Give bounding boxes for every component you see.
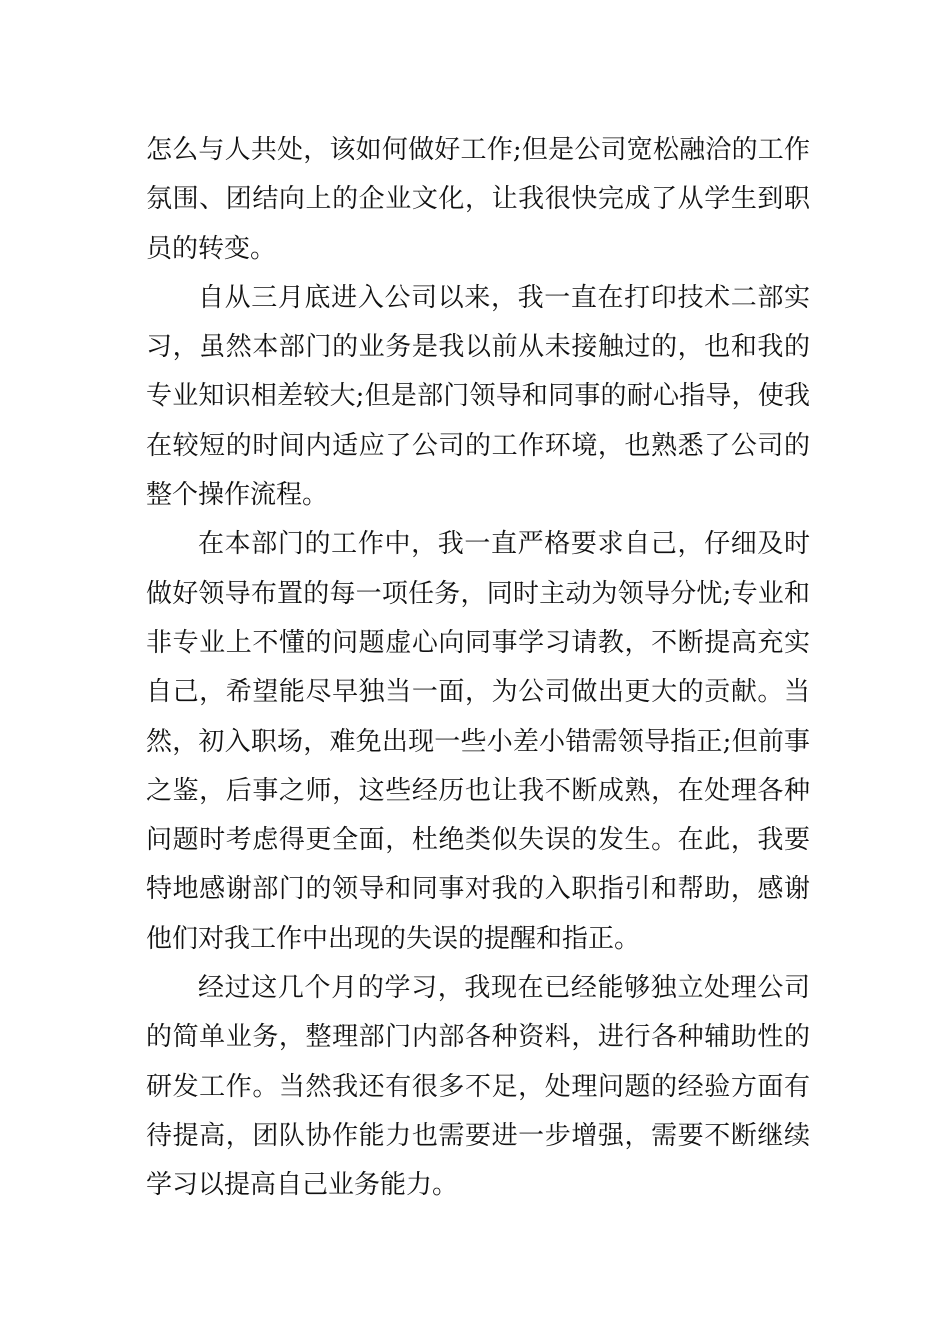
body-text	[146, 126, 810, 1211]
paragraph-continuation: 怎么与人共处，该如何做好工作;但是公司宽松融洽的工作氛围、团结向上的企业文化，让我很快完成了从学生到职员的转变。	[146, 135, 810, 264]
paragraph-work-attitude: 在本部门的工作中，我一直严格要求自己，仔细及时做好领导布置的每一项任务，同时主动为领导分忧;专业和非专业上不懂的问题虚心向同事学习请教，不断提高充实自己，希望能尽早独当一面，为公司做出更大的贡献。当然，初入职场，难免出现一些小差小错需领导指正;但前事之鉴，后事之师，这些经历也让我不断成熟，在处理各种问题时考虑得更全面，杜绝类似失误的发生。在此，我要特地感谢部门的领导和同事对我的入职指引和帮助，感谢他们对我工作中出现的失误的提醒和指正。	[146, 529, 810, 954]
paragraph-progress-summary: 经过这几个月的学习，我现在已经能够独立处理公司的简单业务，整理部门内部各种资料，进行各种辅助性的研发工作。当然我还有很多不足，处理问题的经验方面有待提高，团队协作能力也需要进一步增强，需要不断继续学习以提高自己业务能力。	[146, 973, 810, 1201]
paragraph-internship-start: 自从三月底进入公司以来，我一直在打印技术二部实习，虽然本部门的业务是我以前从未接触过的，也和我的专业知识相差较大;但是部门领导和同事的耐心指导，使我在较短的时间内适应了公司的工作环境，也熟悉了公司的整个操作流程。	[146, 282, 810, 511]
